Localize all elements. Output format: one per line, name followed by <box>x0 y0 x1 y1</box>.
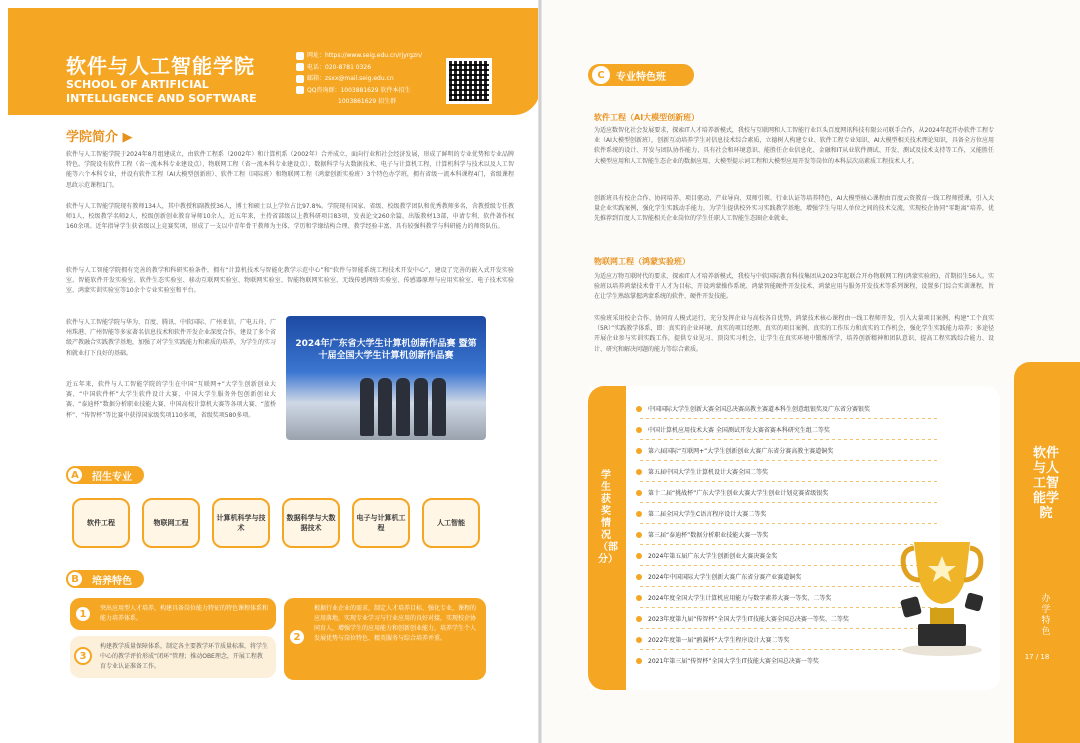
award-text: 第二届全国大学生C语言程序设计大赛二等奖 <box>648 511 767 518</box>
special-class-badge: C <box>592 66 610 84</box>
features-title: 培养特色 <box>92 575 132 587</box>
iot-class-paragraph-1: 为适应万物互联时代的要求，探索IT人才培养新模式，我校与中软国际教育科技集团从2023年起联合开办物联网工程(鸿蒙实验班)，首期招生56人。实验班以培养鸿蒙技术骨干人才为目标，开设鸿蒙操作系统、鸿蒙智能硬件开发技术、鸿蒙应用与服务开发技术等系列课程，设置多门综合实训课程，旨在让学生熟练掌握鸿蒙系统的软件、硬件开发技能。 <box>594 273 994 301</box>
award-text: 第三届“泰迪杯”数据分析职业技能大赛一等奖 <box>648 532 769 539</box>
qr-code <box>446 58 492 104</box>
contact-row <box>296 96 422 108</box>
school-name-en: SCHOOL OF ARTIFICIAL INTELLIGENCE AND SOFTWARE <box>66 78 257 105</box>
ai-class-paragraph-2: 创新班具有校企合作、协同培养、项目驱动、产业导向、双师引领、行业认证等培养特色，AI大模型核心课程由百度云资教育一线工程师授课，引入大量企业实践案例，强化学生实践动手能力，为学生提供校外实习实践教学基地，增强学生与用人单位之间的技术交流，实现校企协同“零距离”培养，优先推荐到百度人工智能相关企业岗位的学生任职人工智能生态圈企业就业。 <box>594 195 994 223</box>
contact-row <box>296 85 422 97</box>
book-spine <box>538 0 542 743</box>
intro-paragraph-4: 软件与人工智能学院与华为、百度、腾讯、中软国际、广州亚信、广电五舟、广州珠港、广州智能等多家著名信息技术和软件开发企业深度合作，建设了多个省级产教融合实践教学基地，加强了对学生实践能力和素质的培养，为学生的实习和就业打下良好的基础。 <box>66 319 277 357</box>
contact-row <box>296 73 422 85</box>
award-item <box>636 656 819 665</box>
qq-icon <box>296 86 304 94</box>
intro-paragraph-5: 近五年来，软件与人工智能学院的学生在中国“互联网+”大学生创新创业大赛、“中国软件杯”大学生软件设计大赛、中国大学生服务外包创新创业大赛、“泰迪杯”数据分析职业技能大赛、中国高校计算机大赛等各项大赛、“蓝桥杯”、“传智杯”等比赛中获得国家级奖项110多项，省级奖项580多项。 <box>66 381 276 419</box>
website-text: 网址：https://www.seig.edu.cn/rjyrgzn/ <box>307 52 422 59</box>
bullet-icon <box>636 658 642 664</box>
award-divider <box>640 523 940 524</box>
major-item: 软件工程 <box>72 498 130 548</box>
person-figure <box>414 378 428 436</box>
feature-item-3: 构建教学质量保障体系，制定各主要教学环节质量标准，将学生中心的教学评价形成“闭环”管理；推动OBE理念，开展工程教育专业认证准备工作。 <box>70 636 276 678</box>
major-item: 人工智能 <box>422 498 480 548</box>
award-divider <box>640 649 940 650</box>
bullet-icon <box>636 427 642 433</box>
award-item <box>636 635 790 644</box>
email-text: 邮箱：zsxx@mail.seig.edu.cn <box>307 75 394 82</box>
side-strip <box>1014 362 1080 743</box>
bullet-icon <box>636 490 642 496</box>
side-title: 软件与人工智能学院 <box>1032 446 1059 521</box>
bullet-icon <box>636 532 642 538</box>
award-item <box>636 551 777 560</box>
mail-icon <box>296 75 304 83</box>
bullet-icon <box>636 553 642 559</box>
award-text: 2021年第三届“传智杯”全国大学生IT技能大赛全国总决赛一等奖 <box>648 658 819 665</box>
phone-icon <box>296 63 304 71</box>
award-text: 2024年第五届广东大学生创新创业大赛决赛金奖 <box>648 553 778 560</box>
award-text: 2022年度第一届“鸥翼杯”大学生程序设计大赛二等奖 <box>648 637 790 644</box>
feature-number: 3 <box>74 647 92 665</box>
features-badge: B <box>66 570 84 588</box>
special-class-title: 专业特色班 <box>616 71 666 83</box>
feature-number: 2 <box>288 628 306 646</box>
bullet-icon <box>636 574 642 580</box>
qq-group-text-2: 1003861629 招生群 <box>338 98 397 105</box>
award-divider <box>640 544 940 545</box>
bullet-icon <box>636 469 642 475</box>
iot-class-title: 物联网工程（鸿蒙实验班） <box>594 257 690 266</box>
trophy-icon <box>896 528 988 658</box>
photo-banner-text: 2024年广东省大学生计算机创新作品赛 暨第十届全国大学生计算机创新作品赛 <box>295 339 477 361</box>
bullet-icon <box>636 616 642 622</box>
bullet-icon <box>636 511 642 517</box>
award-item <box>636 593 831 602</box>
phone-text: 电话：020-8781 0326 <box>307 63 372 71</box>
award-photo <box>286 316 486 440</box>
contact-info <box>296 50 422 108</box>
award-text: 中国计算机应用技术大赛 全国测试开发大赛省赛本科研究生组二等奖 <box>648 427 830 434</box>
person-figure <box>432 378 446 436</box>
feature-item-1: 突出应用型人才培养，构建具备岗位能力特征的特色课程体系和能力培养体系。 <box>70 598 276 630</box>
majors-title: 招生专业 <box>92 471 132 483</box>
award-item <box>636 488 828 497</box>
award-divider <box>640 607 940 608</box>
award-divider <box>640 502 940 503</box>
award-item <box>636 404 870 413</box>
contact-row <box>296 50 422 62</box>
person-figure <box>360 378 374 436</box>
award-divider <box>640 481 940 482</box>
award-text: 2023年度第九届“传智杯”全国大学生IT技能大赛全国总决赛一等奖、二等奖 <box>648 616 849 623</box>
award-divider <box>640 460 940 461</box>
award-item <box>636 614 849 623</box>
globe-icon <box>296 52 304 60</box>
bullet-icon <box>636 406 642 412</box>
awards-side-title: 学生获奖情况（部分） <box>598 470 618 565</box>
award-item <box>636 425 830 434</box>
school-name-cn: 软件与人工智能学院 <box>66 54 255 78</box>
feature-item-2: 根据行业企业的需求，制定人才培养目标、强化专业，课程的应用落地，实现专业学习与行业应用的良好对接，实现校企协同育人，增强学生的应用能力和创新创业能力，培养学生个人发展优势与岗位特色、精英服务与综合培养并重。 <box>284 598 486 680</box>
ai-class-title: 软件工程（AI大模型创新班） <box>594 113 700 122</box>
award-text: 2024年中国国际大学生创新大赛广东省分赛产业赛道铜奖 <box>648 574 802 581</box>
award-divider <box>640 418 940 419</box>
major-item: 数据科学与大数据技术 <box>282 498 340 548</box>
award-divider <box>640 586 940 587</box>
qq-group-text: QQ咨询群：1003881629 软件本招生 <box>307 86 411 94</box>
award-text: 第五届中国大学生计算机设计大赛全国二等奖 <box>648 469 769 476</box>
intro-paragraph-2: 软件与人工智能学院现有教师134人，其中教授和副教授36人，博士和硕士以上学位占比97.8%。学院现有国家、省级、校级教学团队和优秀教师多名，含教授级专任教师1人，校级教学名师2人，校级创新创业教育导师10余人，近五年来，主持省部级以上教科研项目83项，发表论文260余篇，出版教材13部，申请专利、软件著作权160余项。近年指导学生获省级以上竞赛奖项，形成了一支以中青年骨干教师为主体、学历和学缘结构合理、教学经验丰富、具有较强科教学与科研能力的师资队伍。 <box>66 203 514 231</box>
award-item <box>636 467 768 476</box>
major-item: 电子与计算机工程 <box>352 498 410 548</box>
award-text: 2024年度全国大学生计算机应用能力与数字素养大赛一等奖、二等奖 <box>648 595 832 602</box>
person-figure <box>396 378 410 436</box>
feature-number: 1 <box>74 605 92 623</box>
person-figure <box>378 378 392 436</box>
award-item <box>636 509 766 518</box>
intro-title: 学院简介 ▶ <box>66 130 133 145</box>
bullet-icon <box>636 637 642 643</box>
major-item: 物联网工程 <box>142 498 200 548</box>
award-text: 第六届国际“互联网+”大学生创新创业大赛广东省分赛高教主赛道铜奖 <box>648 448 834 455</box>
ai-class-paragraph-1: 为适应数智化社会发展要求，探索IT人才培养新模式，我校与互联网和人工智能行业巨头百度网讯科技有限公司联手合作，从2024年起开办软件工程专业（AI大模型创新班），创新互动培养学生对信息技术综合素质，立德树人构建专业、软件工程专业知识、AI大模型相关技术理论知识，具备全方位应用软件系统的设计、开发与团队协作能力，具有社会和环境意识、能胜任企业信息化、金融和IT从业软件测试、开发、测试及技术支持等工作，又能胜任大模型应用和人工智能生态企业的数据应用、大模型提示词工程和大模型应用开发等岗位的本科层次高素质工程技术人才。 <box>594 127 994 165</box>
page-numbers: 17 / 18 <box>1024 653 1050 661</box>
award-item <box>636 530 768 539</box>
award-divider <box>640 439 940 440</box>
intro-paragraph-1: 软件与人工智能学院于2024年8月组建成立，由软件工程系（2002年）和计算机系（2002年）合并成立，面向行业和社会经济发展，形成了鲜明的专业优势和专业品牌特色。学院设有软件工程（省一流本科专业建设点）、物联网工程（省一流本科专业建设点）、数据科学与大数据技术、电子与计算机工程、计算机科学与技术以及人工智能等六个本科专业，并设有软件工程（AI大模型创新班）、软件工程（国际班）和物联网工程（鸿蒙创新实验班）3个特色办学班，拥有省级一流本科课程4门，省级课程思政示范课程1门。 <box>66 151 514 189</box>
majors-badge: A <box>66 466 84 484</box>
bullet-icon <box>636 448 642 454</box>
major-item: 计算机科学与技术 <box>212 498 270 548</box>
award-text: 第十二届“挑战杯”广东大学生创业大赛大学生创业计划竞赛省级银奖 <box>648 490 829 497</box>
contact-row <box>296 62 422 74</box>
side-subtitle: 办学特色 <box>1041 594 1051 637</box>
award-divider <box>640 565 940 566</box>
award-text: 中国国际大学生创新大赛全国总决赛高教主赛道本科生创意组银奖及广东省分赛银奖 <box>648 406 871 413</box>
award-item <box>636 572 801 581</box>
award-divider <box>640 628 940 629</box>
iot-class-paragraph-2: 实验班采用校企合作、协同育人模式运行，充分发挥企业与高校各自优势，鸿蒙技术核心课程由一线工程师开发，引入大量项目案例，构建“工个真实（5R）”实践教学体系，即：真实的企业环境、真实的项目经理、真实的项目案例、真实的工作压力和真实的工作机会，强化学生实践能力培养；多途径开展企业参与实训实践工作，提供专业见习、顶岗实习机会，让学生在真实环境中锻炼所学，培养创新精神和团队意识，提高工程实践综合能力、设计、研究和解决问题的能力等综合素质。 <box>594 315 994 353</box>
bullet-icon <box>636 595 642 601</box>
award-item <box>636 446 833 455</box>
intro-paragraph-3: 软件与人工智能学院拥有完善的教学和科研实验条件，拥有“计算机技术与智能化教学示范中心”和“软件与智能系统工程技术开发中心”，建设了完善的嵌入式开发实验室、智能软件开发实验室、软件生态实验室、移动互联网实验室、物联网实验室、智能物联网实验室、无线传感网络实验室、传感器原理与应用实验室、电子技术实验室、鸿蒙实训实验室等10余个专业实验室和平台。 <box>66 267 514 295</box>
